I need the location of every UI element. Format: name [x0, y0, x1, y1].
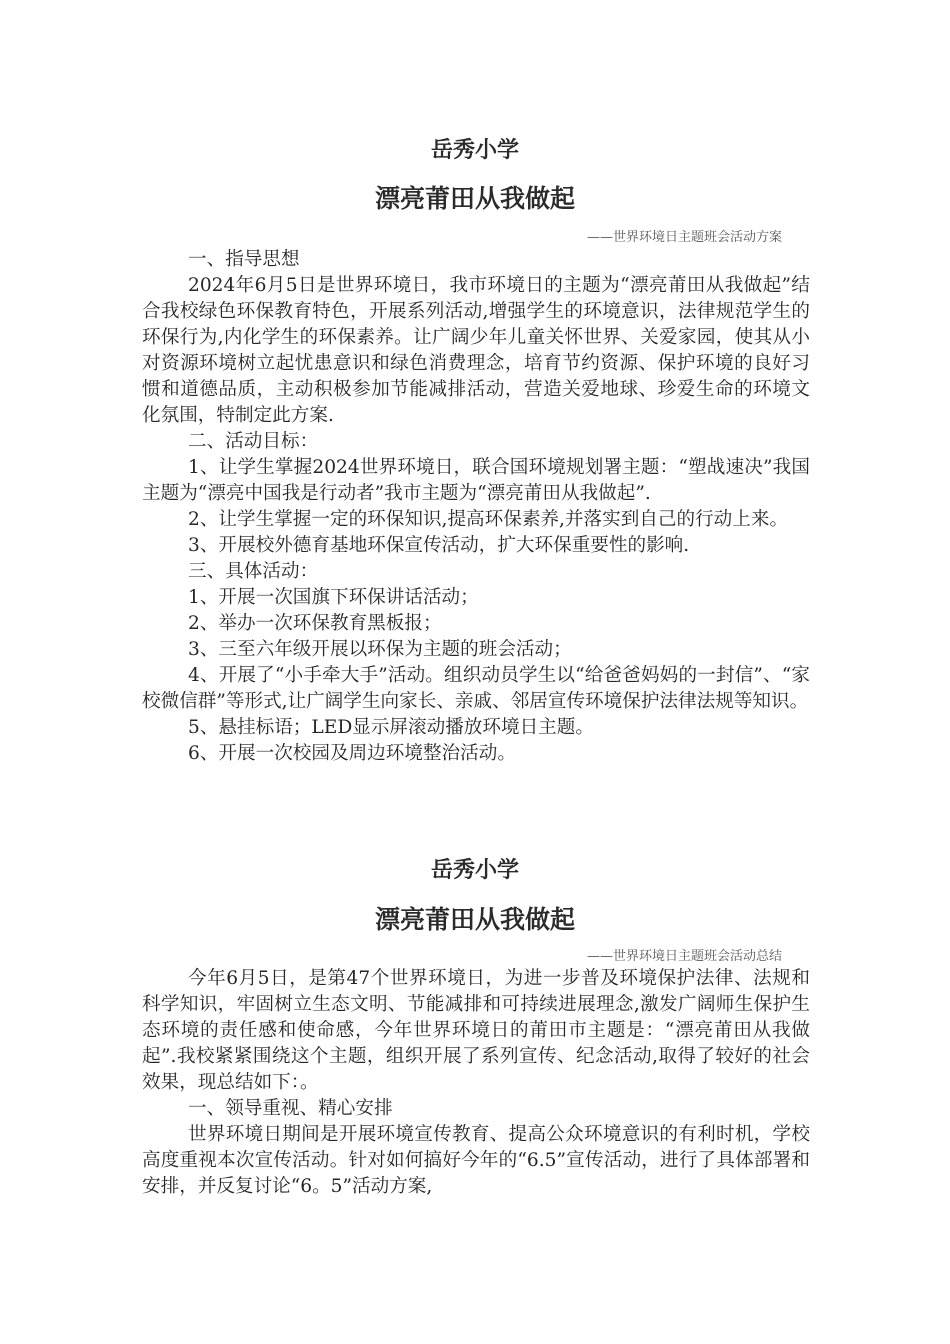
paragraph: 3、开展校外德育基地环保宣传活动，扩大环保重要性的影响.	[188, 535, 690, 556]
summary-body	[142, 966, 810, 1200]
list-item: 3、三至六年级开展以环保为主题的班会活动；	[188, 639, 572, 660]
paragraph: 世界环境日期间是开展环境宣传教育、提高公众环境意识的有利时机，学校高度重视本次宣传活动。针对如何搞好今年的“6.5”宣传活动，进行了具体部署和安排，并反复讨论“6。5”活动方案,	[142, 1124, 810, 1197]
paragraph: 1、让学生掌握2024世界环境日，联合国环境规划署主题：“塑战速决”我国主题为“漂亮中国我是行动者”我市主题为“漂亮莆田从我做起”.	[142, 457, 810, 504]
list-item: 2、举办一次环保教育黑板报；	[188, 613, 442, 634]
paragraph: 2、让学生掌握一定的环保知识,提高环保素养,并落实到自己的行动上来。	[188, 509, 789, 530]
paragraph: 今年6月5日，是第47个世界环境日，为进一步普及环境保护法律、法规和科学知识，牢固树立生态文明、节能减排和可持续进展理念,激发广阔师生保护生态环境的责任感和使命感，今年世界环境日的莆田市主题是：“漂亮莆田从我做起”.我校紧紧围绕这个主题，组织开展了系列宣传、纪念活动,取得了较好的社会效果，现总结如下：。	[142, 968, 810, 1093]
list-item: 5、悬挂标语；LED显示屏滚动播放环境日主题。	[188, 717, 594, 738]
plan-body	[142, 247, 810, 767]
plan-school-name: 岳秀小学	[430, 138, 519, 163]
plan-title: 漂亮莆田从我做起	[374, 184, 575, 213]
section-heading: 一、领导重视、精心安排	[188, 1098, 393, 1119]
summary-school-name: 岳秀小学	[430, 858, 519, 883]
summary-title: 漂亮莆田从我做起	[374, 905, 575, 934]
section-heading: 二、活动目标：	[188, 431, 319, 452]
paragraph: 2024年6月5日是世界环境日，我市环境日的主题为“漂亮莆田从我做起”结合我校绿色环保教育特色，开展系列活动,增强学生的环境意识，法律规范学生的环保行为,内化学生的环保素养。让广阔少年儿童关怀世界、关爱家园，使其从小对资源环境树立起忧患意识和绿色消费理念，培育节约资源、保护环境的良好习惯和道德品质，主动积极参加节能减排活动，营造关爱地球、珍爱生命的环境文化氛围，特制定此方案.	[142, 275, 810, 426]
plan-subtitle: ——世界环境日主题班会活动方案	[586, 230, 782, 245]
list-item: 6、开展一次校园及周边环境整治活动。	[188, 743, 516, 764]
list-item: 1、开展一次国旗下环保讲话活动；	[188, 587, 479, 608]
summary-subtitle: ——世界环境日主题班会活动总结	[586, 949, 782, 964]
section-heading: 三、具体活动：	[188, 561, 319, 582]
section-heading: 一、指导思想	[188, 249, 300, 270]
list-item: 4、开展了“小手牵大手”活动。组织动员学生以“给爸爸妈妈的一封信”、“家校微信群”等形式,让广阔学生向家长、亲戚、邻居宣传环境保护法律法规等知识。	[142, 665, 810, 712]
